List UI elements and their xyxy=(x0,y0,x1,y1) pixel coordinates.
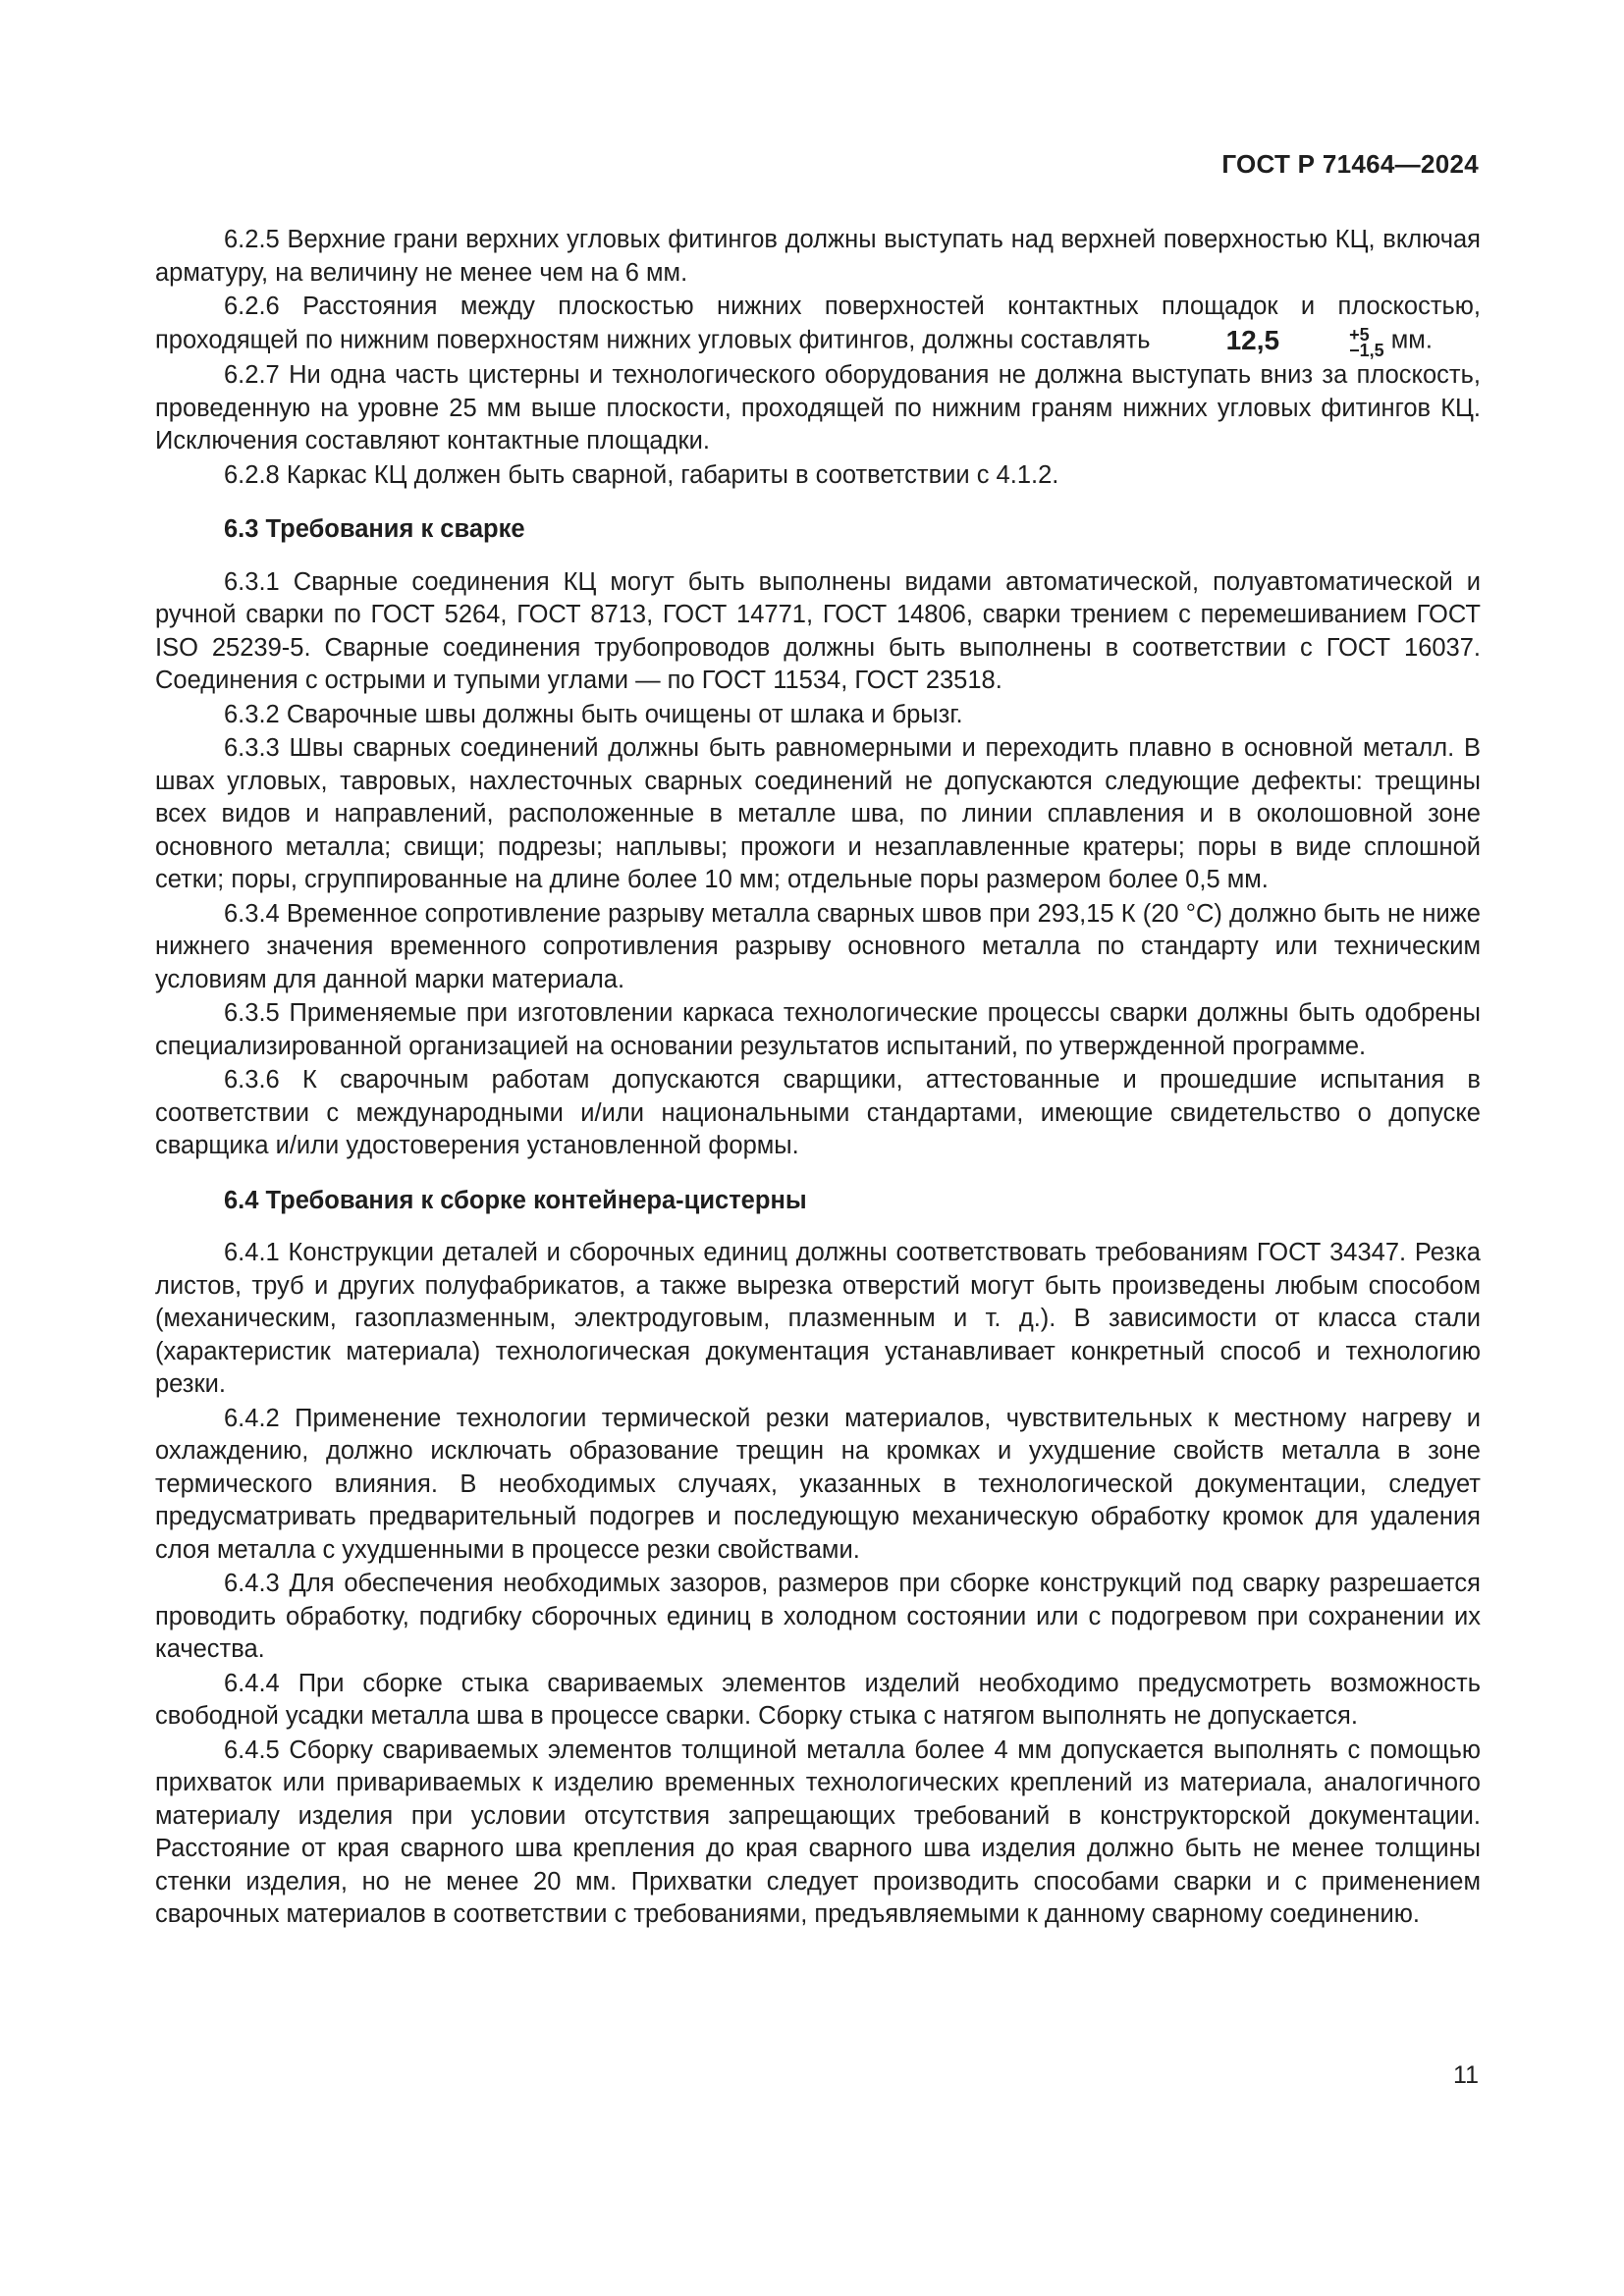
clause-text: Применяемые при изготовлении каркаса технологические процессы сварки должны быть одобрены специализированной организацией на основании результатов испытаний, по утвержденной программе. xyxy=(155,999,1482,1060)
paragraph-6-3-4 xyxy=(155,898,1481,997)
clause-text: Расстояния между плоскостью нижних поверхностей контактных площадок и плоскостью, проходящей по нижним поверхностям нижних угловых фитингов, должны составлять xyxy=(155,293,1481,353)
paragraph-6-3-3 xyxy=(155,732,1481,897)
clause-number: 6.2.5 xyxy=(224,226,280,253)
paragraph-6-3-5 xyxy=(155,997,1481,1063)
clause-number: 6.4.5 xyxy=(224,1735,280,1764)
clause-text: Сварные соединения КЦ могут быть выполнены видами автоматической, полуавтоматической и ручной сварки по ГОСТ 5264, ГОСТ 8713, ГОСТ 14771, ГОСТ 14806, сварки трением с перемешиванием ГОСТ ISO 25239-5. Сварные соединения трубопроводов должны быть выполнены в соответствии с ГОСТ 16037. Соединения с острыми и тупыми углами — по ГОСТ 11534, ГОСТ 23518. xyxy=(155,567,1481,694)
paragraph-6-3-6 xyxy=(155,1064,1481,1163)
tolerance-base: 12,5 xyxy=(1225,324,1280,355)
paragraph-6-2-8 xyxy=(155,459,1481,493)
clause-text: Применение технологии термической резки материалов, чувствительных к местному нагреву и охлаждению, должно исключать образование трещин на кромках и ухудшение свойств металла в зоне термического влияния. В необходимых случаях, указанных в технологической документации, следует предусматривать предварительный подогрев и последующую механическую обработку кромок для удаления слоя металла с ухудшенными в процессе резки свойствами. xyxy=(155,1404,1481,1564)
clause-text: Ни одна часть цистерны и технологического оборудования не должна выступать вниз за плоскость, проведенную на уровне 25 мм выше плоскости, проходящей по нижним граням нижних угловых фитингов КЦ. Исключения составляют контактные площадки. xyxy=(155,361,1481,454)
tolerance-lower: −1,5 xyxy=(1349,340,1384,360)
clause-number: 6.3.6 xyxy=(224,1066,280,1094)
paragraph-6-3-2 xyxy=(155,699,1481,732)
clause-number: 6.3.4 xyxy=(224,899,280,928)
section-heading-6-4: 6.4 Требования к сборке контейнера-цистерны xyxy=(224,1186,807,1214)
clause-text-end: мм. xyxy=(1390,325,1433,353)
clause-text: Для обеспечения необходимых зазоров, размеров при сборке конструкций под сварку разрешается проводить обработку, подгибку сборочных единиц в холодном состоянии или с подогревом при сохранении их качества. xyxy=(155,1570,1481,1663)
paragraph-6-2-7 xyxy=(155,359,1481,458)
clause-text: Сборку свариваемых элементов толщиной металла более 4 мм допускается выполнять с помощью прихваток или привариваемых к изделию временных технологических креплений из материала, аналогичного материалу изделия при условии отсутствия запрещающих требований в конструкторской документации. Расстояние от края сварного шва крепления до края сварного шва изделия должно быть не менее толщины стенки изделия, но не менее 20 мм. Прихватки следует производить способами сварки и с применением сварочных материалов в соответствии с требованиями, предъявляемыми к данному сварному соединению. xyxy=(155,1735,1481,1928)
document-code-header: ГОСТ Р 71464—2024 xyxy=(1221,149,1479,179)
clause-number: 6.2.7 xyxy=(224,361,280,389)
clause-text: Верхние грани верхних угловых фитингов должны выступать над верхней поверхностью КЦ, включая арматуру, на величину не менее чем на 6 мм. xyxy=(155,226,1481,287)
clause-number: 6.2.8 xyxy=(224,460,280,489)
clause-text: Каркас КЦ должен быть сварной, габариты в соответствии с 4.1.2. xyxy=(286,460,1059,489)
clause-number: 6.3.2 xyxy=(224,700,280,728)
paragraph-6-4-2 xyxy=(155,1403,1481,1568)
document-body xyxy=(155,224,1481,1933)
clause-number: 6.4.1 xyxy=(224,1239,280,1266)
page-number: 11 xyxy=(1453,2061,1479,2089)
tolerance-value xyxy=(1158,324,1384,359)
clause-text: Сварочные швы должны быть очищены от шлака и брызг. xyxy=(286,700,963,728)
clause-number: 6.3.5 xyxy=(224,999,280,1027)
clause-number: 6.2.6 xyxy=(224,293,280,320)
paragraph-6-2-6 xyxy=(155,291,1481,358)
paragraph-6-4-4 xyxy=(155,1668,1481,1734)
paragraph-6-4-3 xyxy=(155,1568,1481,1667)
paragraph-6-4-1 xyxy=(155,1237,1481,1402)
clause-number: 6.3.3 xyxy=(224,734,280,762)
tolerance-limits xyxy=(1280,324,1384,360)
clause-text: Временное сопротивление разрыву металла сварных швов при 293,15 К (20 °С) должно быть не ниже нижнего значения временного сопротивления разрыву основного металла по стандарту или техническим условиям для данной марки материала. xyxy=(155,899,1481,993)
clause-text: К сварочным работам допускаются сварщики, аттестованные и прошедшие испытания в соответствии с международными и/или национальными стандартами, имеющие свидетельство о допуске сварщика и/или удостоверения установленной формы. xyxy=(155,1066,1481,1159)
paragraph-6-4-5 xyxy=(155,1735,1481,1932)
clause-number: 6.3.1 xyxy=(224,567,280,596)
clause-number: 6.4.4 xyxy=(224,1669,280,1697)
clause-number: 6.4.3 xyxy=(224,1570,280,1597)
paragraph-6-2-5 xyxy=(155,224,1481,290)
paragraph-6-3-1 xyxy=(155,566,1481,698)
clause-text: Швы сварных соединений должны быть равномерными и переходить плавно в основной металл. В швах угловых, тавровых, нахлесточных сварных соединений не допускаются следующие дефекты: трещины всех видов и направлений, расположенные в металле шва, по линии сплавления и в околошовной зоне основного металла; свищи; подрезы; наплывы; прожоги и незаплавленные кратеры; поры в виде сплошной сетки; поры, сгруппированные на длине более 10 мм; отдельные поры размером более 0,5 мм. xyxy=(155,734,1481,893)
clause-number: 6.4.2 xyxy=(224,1404,280,1432)
section-heading-6-3: 6.3 Требования к сварке xyxy=(224,515,525,543)
clause-text: Конструкции деталей и сборочных единиц должны соответствовать требованиям ГОСТ 34347. Резка листов, труб и других полуфабрикатов, а также вырезка отверстий могут быть произведены любым способом (механическим, газоплазменным, электродуговым, плазменным и т. д.). В зависимости от класса стали (характеристик материала) технологическая документация устанавливает конкретный способ и технологию резки. xyxy=(155,1239,1481,1398)
tolerance-upper: +5 xyxy=(1349,324,1370,345)
clause-text: При сборке стыка свариваемых элементов изделий необходимо предусмотреть возможность свободной усадки металла шва в процессе сварки. Сборку стыка с натягом выполнять не допускается. xyxy=(155,1669,1481,1730)
